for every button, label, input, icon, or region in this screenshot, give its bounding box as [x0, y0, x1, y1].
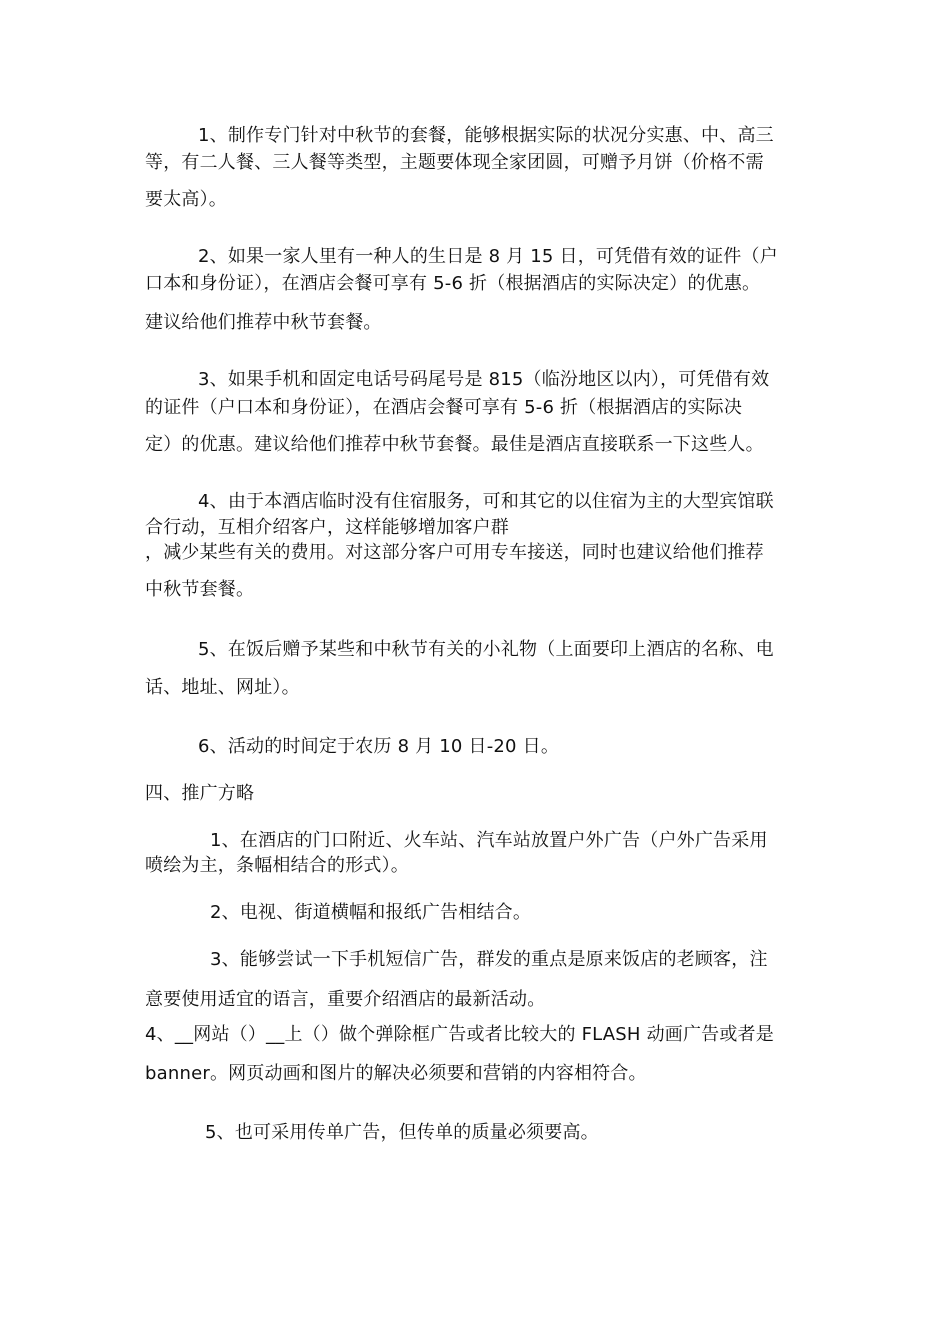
text-line: 3、如果手机和固定电话号码尾号是 815（临汾地区以内），可凭借有效 [198, 369, 770, 390]
text-line: 4、由于本酒店临时没有住宿服务，可和其它的以住宿为主的大型宾馆联 [198, 491, 774, 512]
text-line: 意要使用适宜的语言，重要介绍酒店的最新活动。 [145, 989, 546, 1010]
section-heading: 四、推广方略 [145, 783, 255, 804]
text-line: banner。网页动画和图片的解决必须要和营销的内容相符合。 [145, 1063, 647, 1084]
text-line: 合行动，互相介绍客户，这样能够增加客户群 [145, 517, 509, 538]
text-line: 要太高）。 [145, 189, 227, 210]
text-line: 4、__网站（）__上（）做个弹除框广告或者比较大的 FLASH 动画广告或者是 [145, 1024, 774, 1045]
text-line: 1、在酒店的门口附近、火车站、汽车站放置户外广告（户外广告采用 [210, 830, 768, 851]
text-line: 5、在饭后赠予某些和中秋节有关的小礼物（上面要印上酒店的名称、电 [198, 639, 774, 660]
text-line: 1、制作专门针对中秋节的套餐，能够根据实际的状况分实惠、中、高三 [198, 125, 774, 146]
text-line: ，减少某些有关的费用。对这部分客户可用专车接送，同时也建议给他们推荐 [145, 542, 764, 563]
text-line: 口本和身份证），在酒店会餐可享有 5-6 折（根据酒店的实际决定）的优惠。 [145, 273, 761, 294]
text-line: 话、地址、网址）。 [145, 677, 300, 698]
text-line: 的证件（户口本和身份证），在酒店会餐可享有 5-6 折（根据酒店的实际决 [145, 397, 743, 418]
text-line: 2、如果一家人里有一种人的生日是 8 月 15 日，可凭借有效的证件（户 [198, 246, 778, 267]
text-line: 3、能够尝试一下手机短信广告，群发的重点是原来饭店的老顾客，注 [210, 949, 768, 970]
text-line: 2、电视、街道横幅和报纸广告相结合。 [210, 902, 532, 923]
text-line: 等，有二人餐、三人餐等类型，主题要体现全家团圆，可赠予月饼（价格不需 [145, 152, 764, 173]
text-line: 定）的优惠。建议给他们推荐中秋节套餐。最佳是酒店直接联系一下这些人。 [145, 434, 764, 455]
text-line: 5、也可采用传单广告，但传单的质量必须要高。 [205, 1122, 599, 1143]
text-line: 6、活动的时间定于农历 8 月 10 日-20 日。 [198, 736, 560, 757]
text-line: 建议给他们推荐中秋节套餐。 [145, 312, 382, 333]
text-line: 喷绘为主，条幅相结合的形式）。 [145, 855, 409, 876]
text-line: 中秋节套餐。 [145, 579, 255, 600]
